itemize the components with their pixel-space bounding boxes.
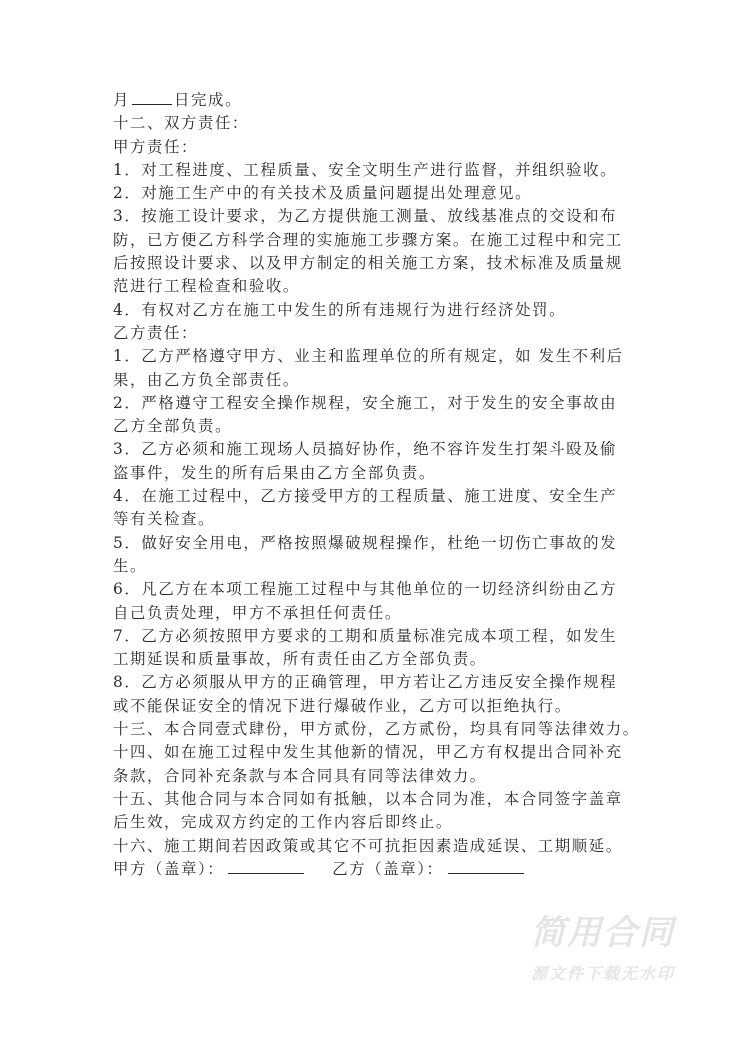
party-b-item-6: 6．凡乙方在本项工程施工过程中与其他单位的一切经济纠纷由乙方 [113, 580, 618, 599]
watermark [513, 912, 693, 986]
party-b-item-4: 4．在施工过程中，乙方接受甲方的工程质量、施工进度、安全生产 [113, 487, 618, 506]
watermark-subtitle: 源文件下载无水印 [530, 964, 675, 983]
party-b-item-4-cont: 等有关检查。 [113, 510, 215, 529]
party-a-item-4: 4．有权对乙方在施工中发生的所有违规行为进行经济处罚。 [113, 300, 567, 319]
section-14: 十四、如在施工过程中发生其他新的情况，甲乙方有权提出合同补充 [113, 743, 623, 762]
watermark-brand: 简用合同 [531, 913, 675, 953]
party-a-heading: 甲方责任： [113, 137, 198, 156]
line-prefix: 月 [113, 91, 130, 109]
section-15-cont: 后生效，完成双方约定的工作内容后即终止。 [113, 813, 453, 832]
section-13: 十三、本合同壹式肆份，甲方贰份，乙方贰份，均具有同等法律效力。 [113, 720, 640, 739]
party-b-item-5-cont: 生。 [113, 556, 147, 575]
section-15: 十五、其他合同与本合同如有抵触，以本合同为准，本合同签字盖章 [113, 789, 623, 808]
completion-date-line [113, 89, 633, 112]
party-a-item-3-cont: 后按照设计要求、以及甲方制定的相关施工方案，技术标准及质量规 [113, 254, 623, 273]
document-page [113, 89, 640, 881]
party-b-item-6-cont: 自己负责处理，甲方不承担任何责任。 [113, 603, 402, 622]
party-b-item-2: 2．严格遵守工程安全操作规程，安全施工，对于发生的安全事故由 [113, 393, 618, 412]
party-b-item-7-cont: 工期延误和质量事故，所有责任由乙方全部负责。 [113, 650, 487, 669]
signature-line [113, 858, 633, 881]
section-16: 十六、施工期间若因政策或其它不可抗拒因素造成延误、工期顺延。 [113, 836, 623, 855]
party-b-item-3-cont: 盗事件，发生的所有后果由乙方全部负责。 [113, 463, 436, 482]
party-b-item-1-cont: 果，由乙方负全部责任。 [113, 370, 300, 389]
party-b-heading: 乙方责任： [113, 323, 198, 342]
party-a-seal-blank [228, 859, 304, 874]
party-b-item-8-cont: 或不能保证安全的情况下进行爆破作业，乙方可以拒绝执行。 [113, 696, 572, 715]
section-14-cont: 条款，合同补充条款与本合同具有同等法律效力。 [113, 766, 487, 785]
party-b-item-1: 1．乙方严格遵守甲方、业主和监理单位的所有规定，如 发生不利后 [113, 347, 624, 366]
party-b-item-3: 3．乙方必须和施工现场人员搞好协作，绝不容许发生打架斗殴及偷 [113, 440, 618, 459]
party-a-item-3-cont: 范进行工程检查和验收。 [113, 277, 300, 296]
line-suffix: 日完成。 [174, 91, 242, 109]
party-b-item-2-cont: 乙方全部负责。 [113, 417, 232, 436]
party-a-item-3: 3．按施工设计要求，为乙方提供施工测量、放线基准点的交设和布 [113, 207, 618, 226]
party-a-item-3-cont: 防，已方便乙方科学合理的实施施工步骤方案。在施工过程中和完工 [113, 230, 623, 249]
party-b-item-7: 7．乙方必须按照甲方要求的工期和质量标准完成本项工程，如发生 [113, 626, 618, 645]
party-a-seal-label: 甲方（盖章）： [113, 859, 225, 878]
party-b-item-5: 5．做好安全用电，严格按照爆破规程操作，杜绝一切伤亡事故的发 [113, 533, 618, 552]
section-heading-12: 十二、双方责任： [113, 114, 249, 133]
party-a-item-1: 1．对工程进度、工程质量、安全文明生产进行监督，并组织验收。 [113, 160, 618, 179]
party-b-item-8: 8．乙方必须服从甲方的正确管理，甲方若让乙方违反安全操作规程 [113, 673, 618, 692]
party-b-seal-blank [448, 859, 524, 874]
month-day-blank [132, 90, 172, 105]
party-b-seal-label: 乙方（盖章）： [332, 859, 444, 878]
party-a-item-2: 2．对施工生产中的有关技术及质量问题提出处理意见。 [113, 184, 533, 203]
